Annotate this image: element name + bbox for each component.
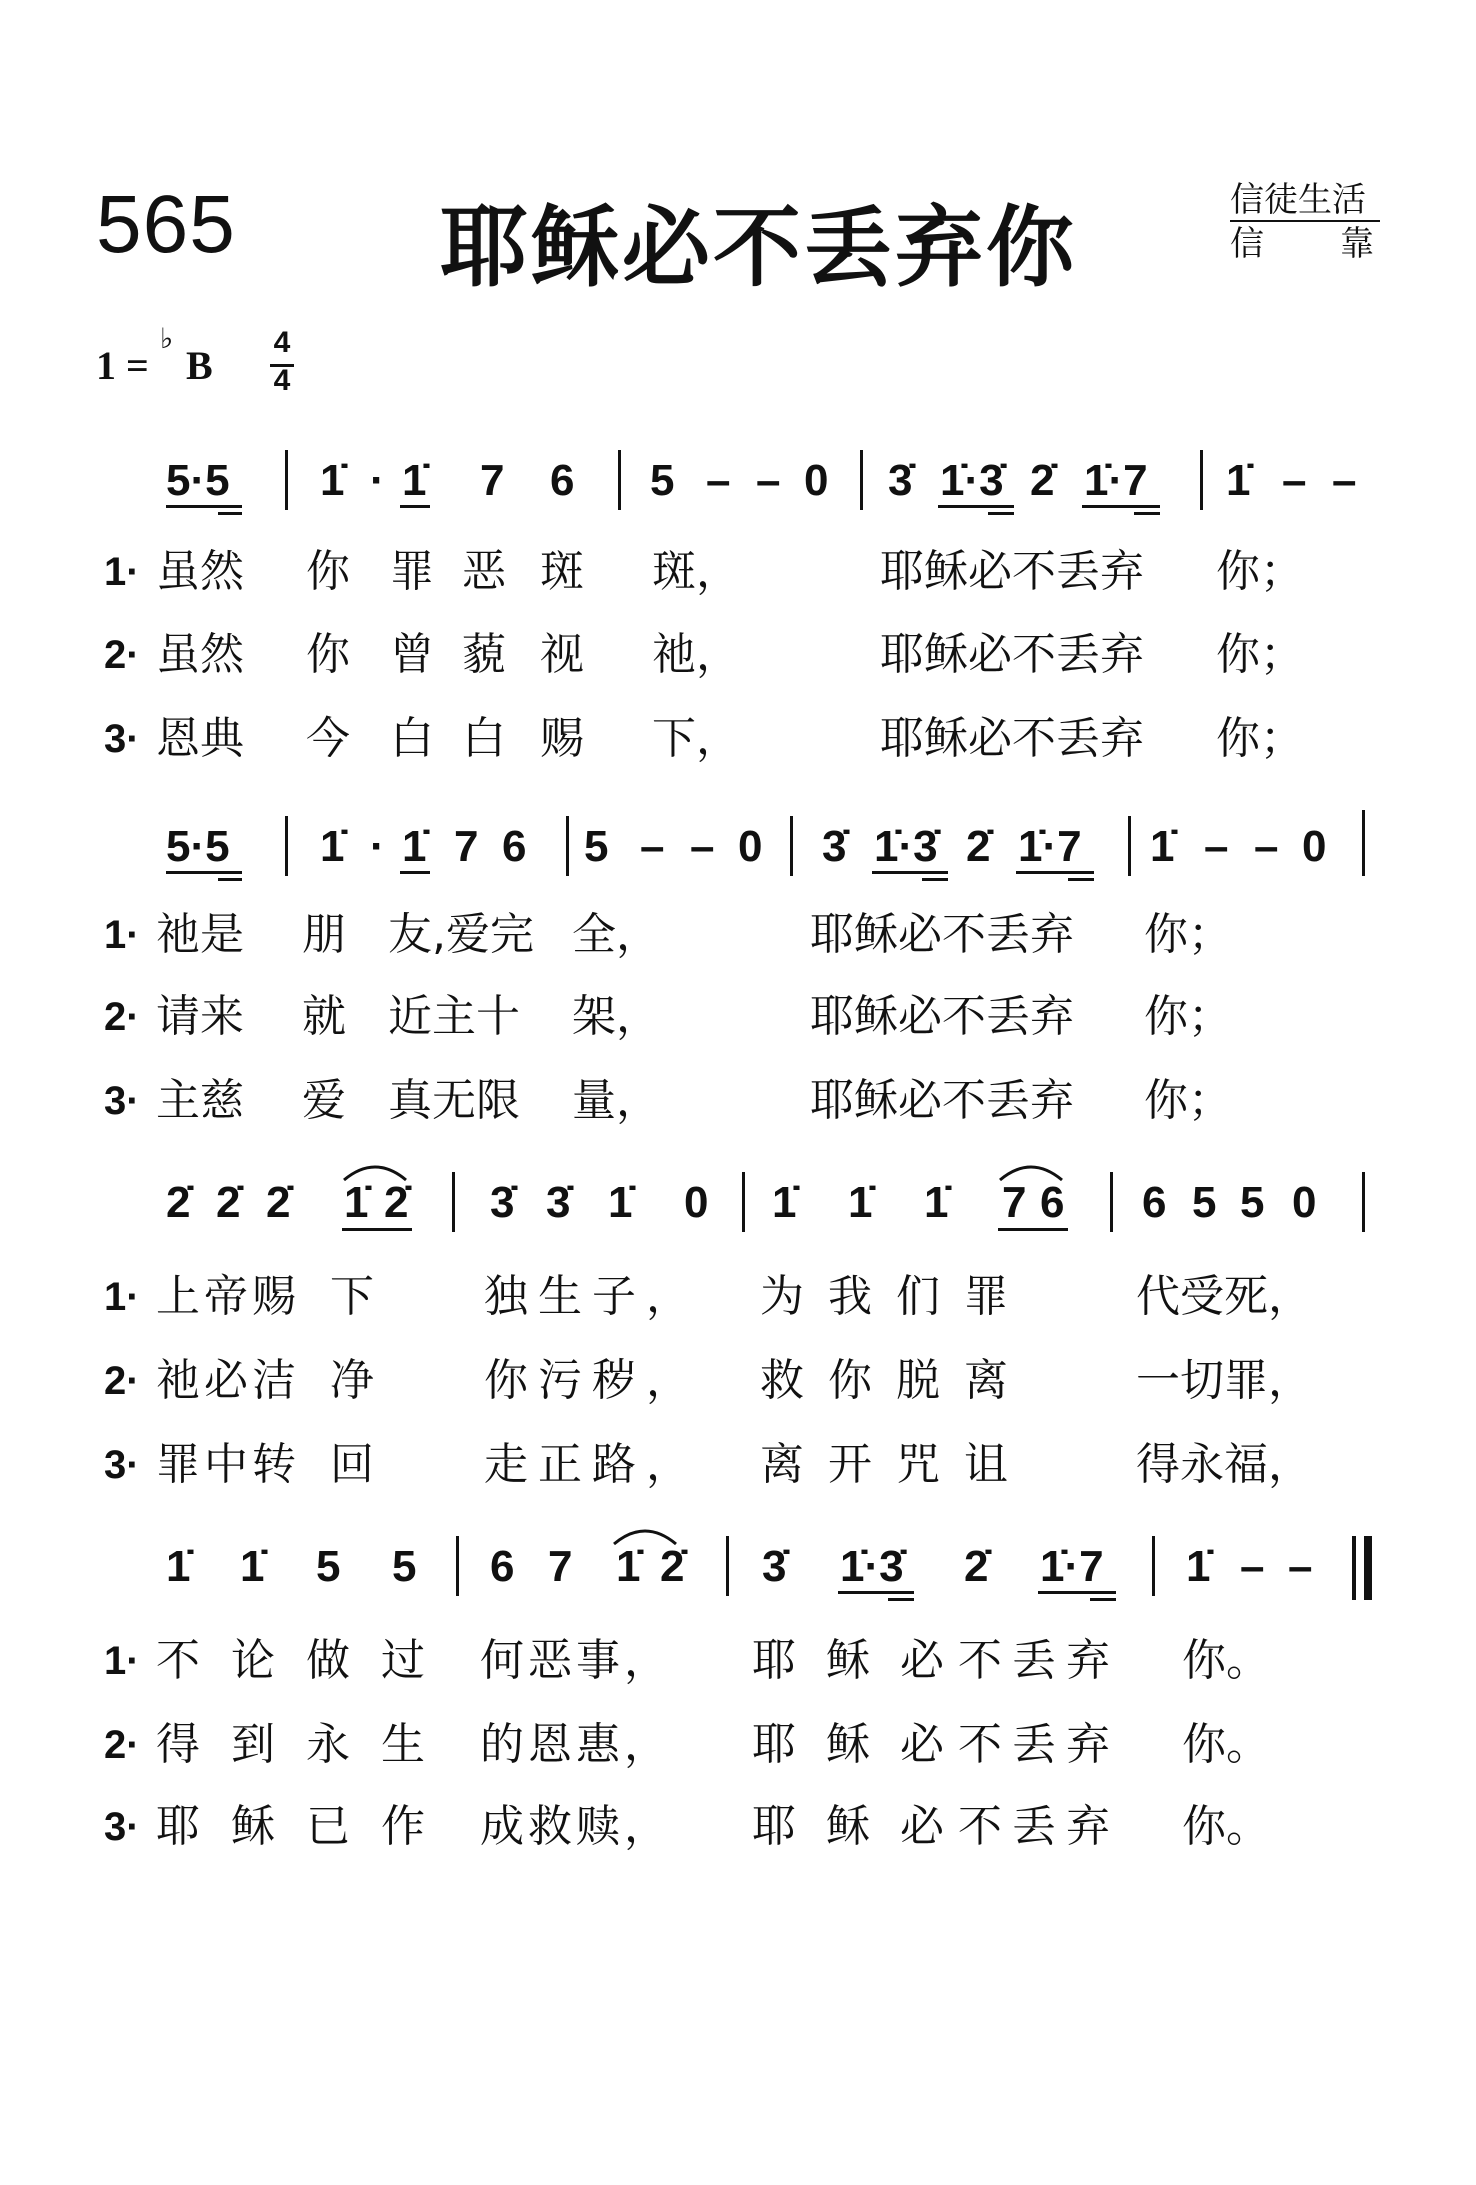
lyric: 不丢弃	[958, 1719, 1120, 1770]
note: 1̇	[1226, 456, 1251, 505]
note: 3̇	[490, 1178, 515, 1227]
note: –	[1332, 456, 1357, 505]
verse-number: 2·	[104, 633, 140, 677]
lyric: 你。	[1182, 1801, 1270, 1852]
barline	[1128, 816, 1131, 876]
lyric: 得到永生	[156, 1719, 456, 1770]
barline	[726, 1536, 729, 1596]
barline	[452, 1172, 455, 1232]
note: –	[756, 456, 781, 505]
underline	[1082, 505, 1160, 508]
note: 5	[1192, 1178, 1217, 1227]
note: –	[690, 822, 715, 871]
lyric: 耶稣必	[752, 1719, 974, 1770]
lyric: 不丢弃	[958, 1801, 1120, 1852]
note: 1̇	[848, 1178, 873, 1227]
verse-number: 1·	[104, 1639, 140, 1683]
lyric: 耶稣必	[752, 1635, 974, 1686]
note: –	[1288, 1542, 1313, 1591]
barline	[1152, 1536, 1155, 1596]
note: 2̇	[216, 1178, 241, 1227]
note: 5	[392, 1542, 417, 1591]
barline	[790, 816, 793, 876]
note: 5	[584, 822, 609, 871]
lyric: 祂必洁	[156, 1355, 300, 1406]
lyric: 净	[330, 1355, 374, 1406]
lyric: 斑，	[652, 546, 740, 597]
underline	[400, 871, 430, 874]
final-barline-thick	[1364, 1536, 1372, 1600]
credit-tune-a: 信	[1230, 224, 1264, 264]
underline	[872, 871, 948, 874]
note: 1̇	[608, 1178, 633, 1227]
note: 1̇	[772, 1178, 797, 1227]
note: 2̇	[166, 1178, 191, 1227]
note: 6	[1040, 1178, 1065, 1227]
lyric: 就	[302, 991, 346, 1042]
verse-number: 2·	[104, 1359, 140, 1403]
note: 2̇	[660, 1542, 685, 1591]
lyric: 你；	[1216, 713, 1304, 764]
lyric: 回	[330, 1439, 374, 1490]
lyric: 近主十	[388, 991, 520, 1042]
verse-number: 3·	[104, 1805, 140, 1849]
lyric: 耶稣必不丢弃	[880, 713, 1144, 764]
lyric: 赐	[540, 713, 584, 764]
note: ·	[370, 822, 385, 871]
hymn-number: 565	[96, 179, 236, 270]
lyric: 白	[390, 713, 434, 764]
note: ·	[370, 456, 385, 505]
lyric: 斑	[540, 546, 584, 597]
lyric: 耶稣必不丢弃	[810, 991, 1074, 1042]
note: 5·5	[166, 822, 230, 871]
note: 7	[480, 456, 505, 505]
lyric: 架，	[572, 991, 660, 1042]
barline	[566, 816, 569, 876]
lyric: 今	[306, 713, 350, 764]
underline	[998, 1228, 1068, 1231]
lyric: 虽然	[156, 629, 244, 680]
note: 7	[1002, 1178, 1027, 1227]
note: 0	[684, 1178, 709, 1227]
note: 1̇	[402, 822, 427, 871]
lyric: 视	[540, 629, 584, 680]
underline	[838, 1591, 914, 1594]
lyric: 白	[462, 713, 506, 764]
verse-number: 3·	[104, 717, 140, 761]
credit-tune	[1230, 224, 1380, 264]
lyric: 你；	[1144, 1075, 1232, 1126]
lyric: 你。	[1182, 1635, 1270, 1686]
note: 0	[804, 456, 829, 505]
lyric: 恩典	[156, 713, 244, 764]
barline	[1362, 1172, 1365, 1232]
note: 2̇	[964, 1542, 989, 1591]
barline	[860, 450, 863, 510]
lyric: 代受死，	[1136, 1271, 1312, 1322]
lyric: 你；	[1144, 909, 1232, 960]
lyric: 藐	[462, 629, 506, 680]
lyric: 走正路，	[484, 1439, 700, 1490]
note: 2̇	[266, 1178, 291, 1227]
note: 2̇	[384, 1178, 409, 1227]
verse-number: 2·	[104, 995, 140, 1039]
lyric: 你	[306, 629, 350, 680]
lyric: 你；	[1216, 546, 1304, 597]
underline	[1134, 512, 1160, 515]
note: 1̇	[344, 1178, 369, 1227]
lyric: 成救赎，	[480, 1801, 672, 1852]
lyric: 下	[330, 1271, 374, 1322]
note: 1̇	[320, 456, 345, 505]
lyric: 友,爱完	[388, 909, 534, 960]
lyric: 下，	[652, 713, 740, 764]
note: –	[706, 456, 731, 505]
lyric: 你；	[1144, 991, 1232, 1042]
lyric: 真无限	[388, 1075, 520, 1126]
note: 1̇	[924, 1178, 949, 1227]
lyric: 耶稣必不丢弃	[810, 1075, 1074, 1126]
lyric: 耶稣必不丢弃	[880, 546, 1144, 597]
final-barline-thin	[1352, 1536, 1356, 1600]
note: 3̇	[762, 1542, 787, 1591]
verse-number: 1·	[104, 913, 140, 957]
underline	[938, 505, 1014, 508]
flat-sign: ♭	[160, 322, 174, 355]
verse-number: 1·	[104, 1275, 140, 1319]
note: 1̇·7	[1040, 1542, 1104, 1591]
underline	[218, 512, 242, 515]
barline	[1362, 810, 1365, 876]
barline	[285, 450, 288, 510]
note: 5	[316, 1542, 341, 1591]
credit-source: 信徒生活	[1230, 180, 1380, 222]
lyric: 爱	[302, 1075, 346, 1126]
lyric: 量，	[572, 1075, 660, 1126]
note: 1̇	[166, 1542, 191, 1591]
note: 3̇	[888, 456, 913, 505]
underline	[1038, 1591, 1116, 1594]
lyric: 何恶事，	[480, 1635, 672, 1686]
note: 1̇	[616, 1542, 641, 1591]
time-sig-bottom: 4	[273, 364, 291, 397]
note: –	[1240, 1542, 1265, 1591]
underline	[1068, 878, 1094, 881]
lyric: 不论做过	[156, 1635, 456, 1686]
lyric: 祂是	[156, 909, 244, 960]
lyric: 虽然	[156, 546, 244, 597]
barline	[1110, 1172, 1113, 1232]
note: 5	[1240, 1178, 1265, 1227]
lyric: 耶稣必不丢弃	[810, 909, 1074, 960]
lyric: 全，	[572, 909, 660, 960]
underline	[400, 505, 430, 508]
barline	[618, 450, 621, 510]
lyric: 主慈	[156, 1075, 244, 1126]
lyric: 你；	[1216, 629, 1304, 680]
key-prefix: 1 =	[96, 343, 149, 388]
note: –	[1254, 822, 1279, 871]
lyric: 不丢弃	[958, 1635, 1120, 1686]
note: 5·5	[166, 456, 230, 505]
underline	[1090, 1598, 1116, 1601]
underline	[166, 871, 242, 874]
note: 1̇·3̇	[940, 456, 1004, 505]
note: –	[640, 822, 665, 871]
note: 1̇	[1150, 822, 1175, 871]
note: –	[1204, 822, 1229, 871]
lyric: 独生子，	[484, 1271, 700, 1322]
barline	[285, 816, 288, 876]
key-letter: B	[186, 343, 213, 388]
note: 1̇·7	[1018, 822, 1082, 871]
lyric: 罪	[390, 546, 434, 597]
note: 6	[550, 456, 575, 505]
underline	[342, 1228, 412, 1231]
time-sig-top: 4	[273, 326, 291, 359]
lyric: 为我们罪	[760, 1271, 1032, 1322]
lyric: 你污秽，	[484, 1355, 700, 1406]
note: 3̇	[822, 822, 847, 871]
note: 0	[1302, 822, 1327, 871]
note: 2̇	[1030, 456, 1055, 505]
note: 6	[490, 1542, 515, 1591]
lyric: 上帝赐	[156, 1271, 300, 1322]
lyric: 耶稣必不丢弃	[880, 629, 1144, 680]
note: 1̇	[240, 1542, 265, 1591]
note: 7	[454, 822, 479, 871]
lyric: 一切罪，	[1136, 1355, 1312, 1406]
note: 1̇	[402, 456, 427, 505]
note: 1̇	[320, 822, 345, 871]
lyric: 得永福，	[1136, 1439, 1312, 1490]
note: 2̇	[966, 822, 991, 871]
lyric: 祂，	[652, 629, 740, 680]
verse-number: 2·	[104, 1723, 140, 1767]
barline	[456, 1536, 459, 1596]
underline	[922, 878, 948, 881]
underline	[166, 505, 242, 508]
note: 1̇·3̇	[874, 822, 938, 871]
note: –	[1282, 456, 1307, 505]
underline	[1016, 871, 1094, 874]
lyric: 朋	[302, 909, 346, 960]
lyric: 恶	[462, 546, 506, 597]
note: 6	[1142, 1178, 1167, 1227]
lyric: 曾	[390, 629, 434, 680]
lyric: 请来	[156, 991, 244, 1042]
lyric: 你	[306, 546, 350, 597]
lyric: 耶稣必	[752, 1801, 974, 1852]
note: 3̇	[546, 1178, 571, 1227]
note: 0	[1292, 1178, 1317, 1227]
hymn-title: 耶稣必不丢弃你	[440, 196, 1078, 299]
lyric: 离开咒诅	[760, 1439, 1032, 1490]
underline	[888, 1598, 914, 1601]
barline	[742, 1172, 745, 1232]
verse-number: 1·	[104, 550, 140, 594]
note: 6	[502, 822, 527, 871]
lyric: 耶稣已作	[156, 1801, 456, 1852]
lyric: 的恩惠，	[480, 1719, 672, 1770]
lyric: 救你脱离	[760, 1355, 1032, 1406]
note: 1̇·3̇	[840, 1542, 904, 1591]
underline	[218, 878, 242, 881]
note: 5	[650, 456, 675, 505]
note: 7	[548, 1542, 573, 1591]
lyric: 你。	[1182, 1719, 1270, 1770]
credit-tune-b: 靠	[1340, 224, 1374, 264]
verse-number: 3·	[104, 1079, 140, 1123]
underline	[988, 512, 1014, 515]
note: 1̇·7	[1084, 456, 1148, 505]
barline	[1200, 450, 1203, 510]
note: 1̇	[1186, 1542, 1211, 1591]
verse-number: 3·	[104, 1443, 140, 1487]
note: 0	[738, 822, 763, 871]
lyric: 罪中转	[156, 1439, 300, 1490]
